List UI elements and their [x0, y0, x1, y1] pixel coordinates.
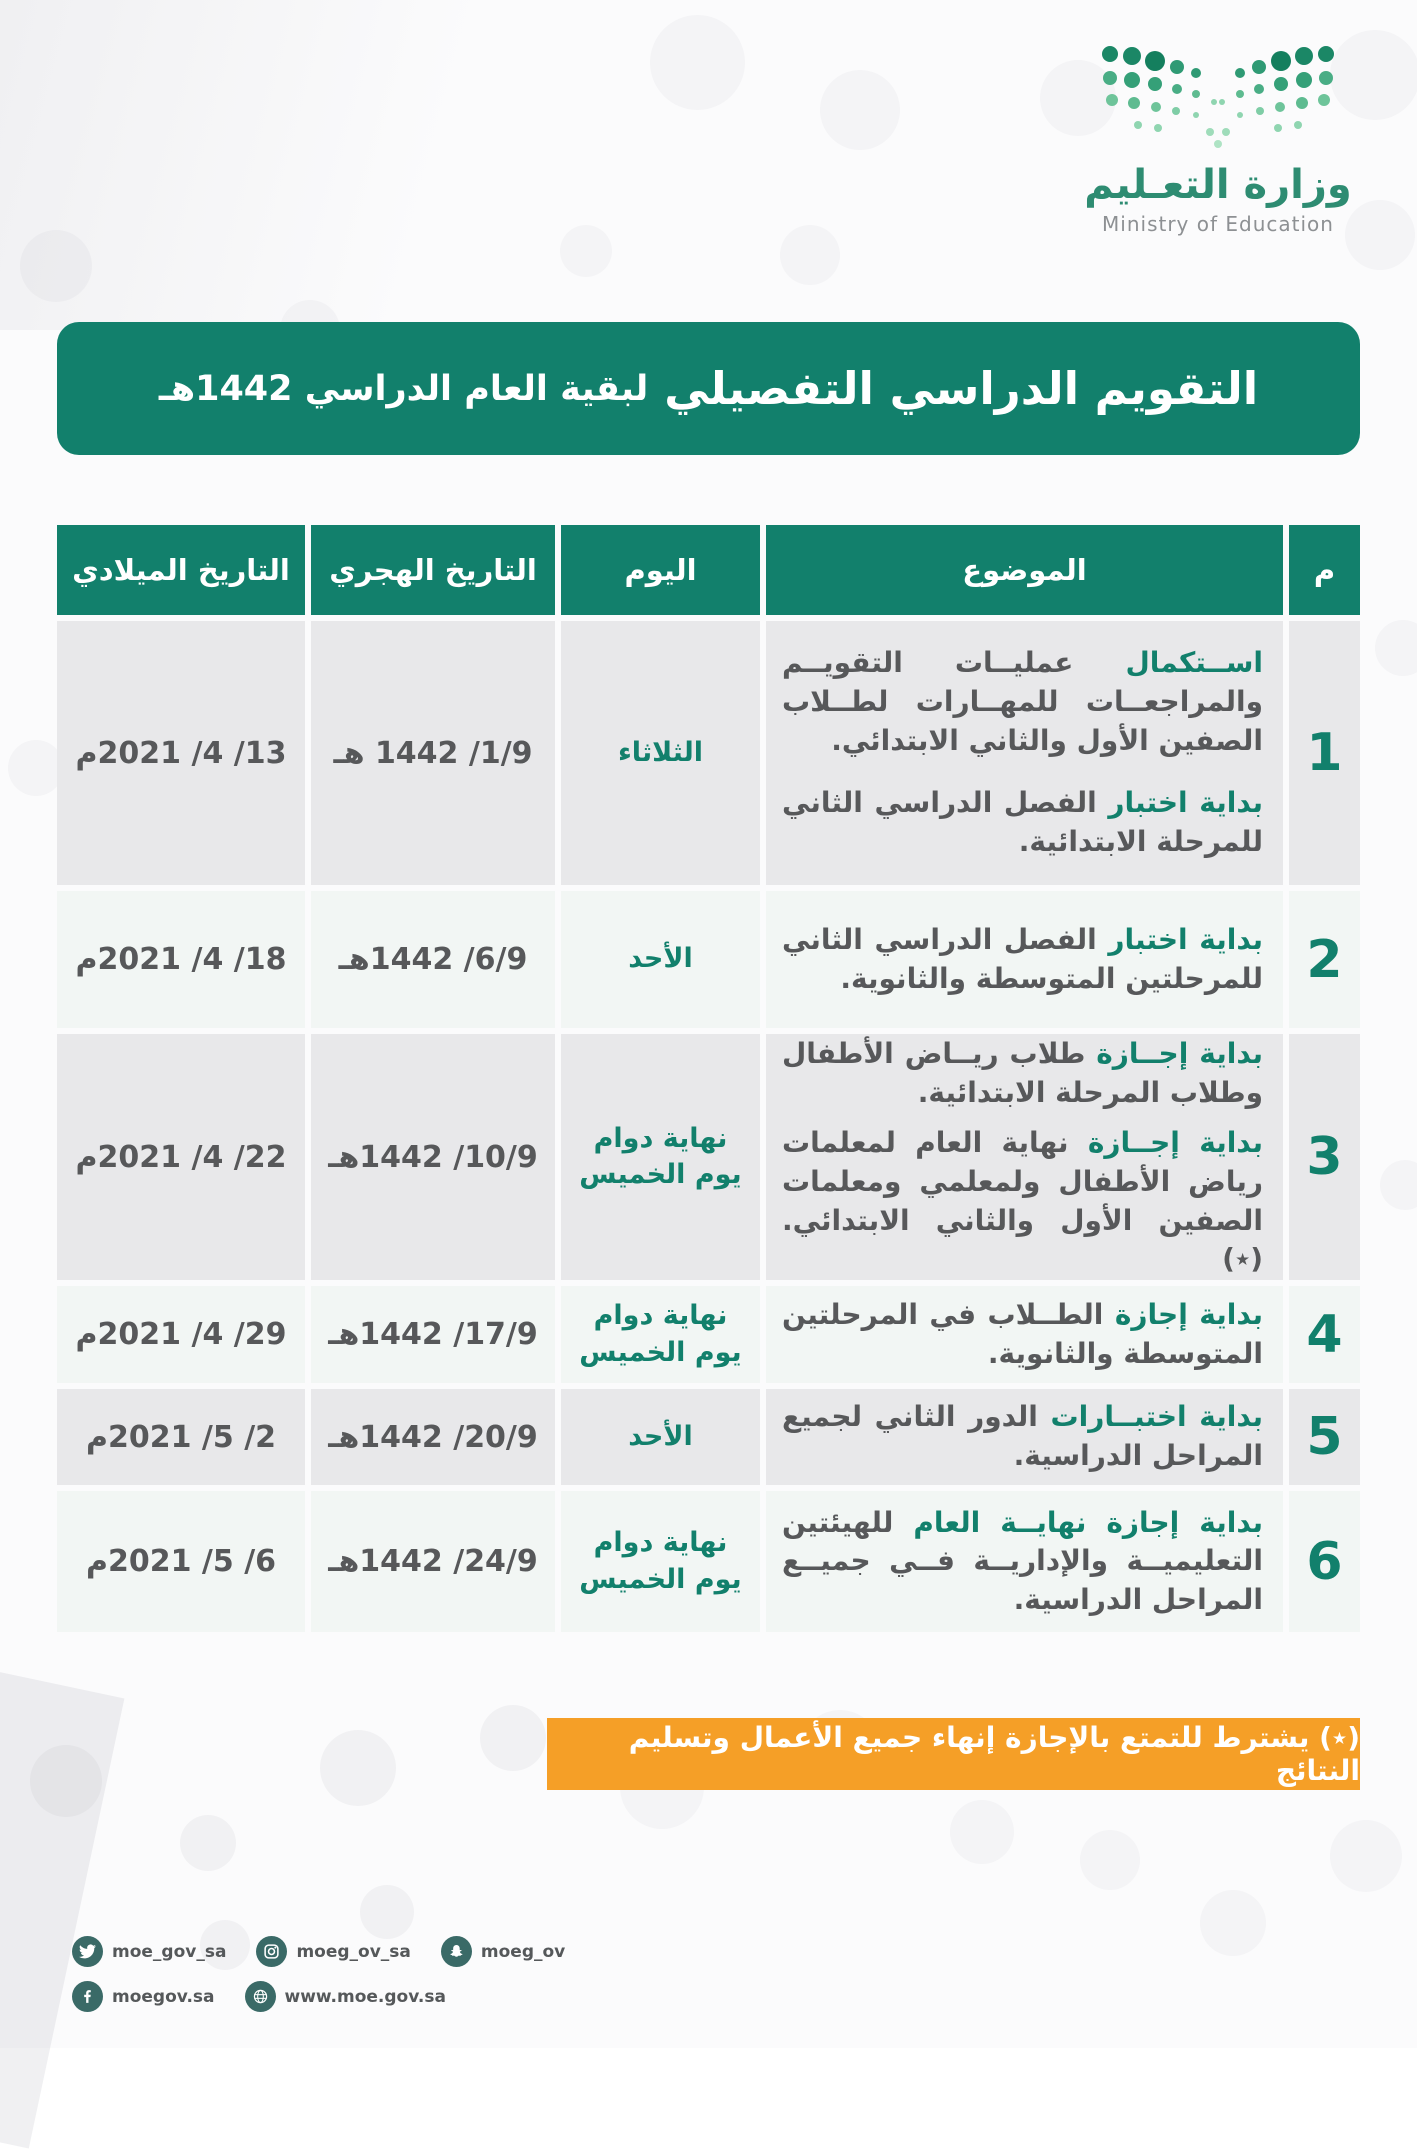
ministry-wordmark-english: Ministry of Education	[1102, 212, 1334, 236]
gregorian-date-cell: 29/ 4/ 2021م	[57, 1286, 305, 1383]
subject-paragraph	[782, 1124, 1263, 1279]
col-header-num: م	[1289, 525, 1360, 615]
day-cell: الأحد	[561, 1389, 760, 1485]
subject-cell	[766, 1286, 1283, 1383]
row-number: 5	[1289, 1389, 1360, 1485]
calendar-title-main: التقويم الدراسي التفصيلي	[664, 362, 1259, 415]
subject-text: الدور الثاني لجميع المراحل الدراسية.	[782, 1400, 1263, 1472]
hijri-date-cell: 1/9/ 1442 هـ	[311, 621, 555, 885]
ministry-logo-dots-icon	[1098, 40, 1338, 152]
row-number: 2	[1289, 891, 1360, 1028]
social-item-twitter	[72, 1936, 226, 1967]
subject-text: الطــلاب في المرحلتين المتوسطة والثانوية.	[782, 1297, 1263, 1370]
subject-text: الفصل الدراسي الثاني للمرحلتين المتوسطة والثانوية.	[782, 922, 1263, 995]
globe-icon	[245, 1981, 276, 2012]
calendar-table	[57, 525, 1360, 1632]
social-item-instagram	[256, 1936, 410, 1967]
subject-highlight: بداية اختبــارات	[1050, 1400, 1264, 1434]
social-handle: moeg_ov	[480, 1941, 566, 1962]
subject-highlight: بداية اختبار	[1108, 922, 1264, 956]
col-header-day: اليوم	[561, 525, 760, 615]
instagram-icon	[256, 1936, 287, 1967]
facebook-icon	[72, 1981, 103, 2012]
social-row	[72, 1981, 565, 2012]
row-number: 4	[1289, 1286, 1360, 1383]
subject-highlight: بداية اختبار	[1108, 786, 1264, 820]
day-cell: نهاية دوام يوم الخميس	[561, 1034, 760, 1280]
snapchat-icon	[441, 1936, 472, 1967]
subject-highlight: بداية إجــازة	[1096, 1037, 1264, 1071]
subject-cell	[766, 1389, 1283, 1485]
subject-cell	[766, 621, 1283, 885]
subject-text: عمليــات التقويــم والمراجعــات للمهــارات لطــلاب الصفين الأول والثاني الابتدائي.	[782, 646, 1263, 757]
hijri-date-cell: 20/9/ 1442هـ	[311, 1389, 555, 1485]
social-handle: moe_gov_sa	[112, 1941, 227, 1962]
social-handle: moeg_ov_sa	[296, 1941, 411, 1962]
social-item-snapchat	[441, 1936, 565, 1967]
subject-highlight: بداية إجازة	[1114, 1297, 1264, 1331]
subject-cell	[766, 1491, 1283, 1632]
col-header-gregorian: التاريخ الميلادي	[57, 525, 305, 615]
day-cell: الأحد	[561, 891, 760, 1028]
footnote-banner	[547, 1718, 1360, 1790]
title-banner	[57, 322, 1360, 455]
gregorian-date-cell: 13/ 4/ 2021م	[57, 621, 305, 885]
twitter-icon	[72, 1936, 103, 1967]
gregorian-date-cell: 2/ 5/ 2021م	[57, 1389, 305, 1485]
gregorian-date-cell: 6/ 5/ 2021م	[57, 1491, 305, 1632]
subject-highlight: اســتكمال	[1125, 646, 1264, 680]
background-wedge	[0, 1672, 124, 2149]
social-item-facebook	[72, 1981, 215, 2012]
gregorian-date-cell: 22/ 4/ 2021م	[57, 1034, 305, 1280]
row-number: 1	[1289, 621, 1360, 885]
subject-paragraph	[782, 784, 1263, 861]
social-handle: moegov.sa	[112, 1986, 215, 2007]
gregorian-date-cell: 18/ 4/ 2021م	[57, 891, 305, 1028]
footnote-text: (٭) يشترط للتمتع بالإجازة إنهاء جميع الأعمال وتسليم النتائج	[628, 1721, 1360, 1787]
social-handle: www.moe.gov.sa	[284, 1986, 446, 2007]
subject-paragraph	[782, 1296, 1263, 1373]
subject-paragraph	[782, 921, 1263, 998]
social-footer	[72, 1936, 565, 2026]
day-cell: نهاية دوام يوم الخميس	[561, 1286, 760, 1383]
subject-paragraph	[782, 644, 1263, 760]
social-item-website	[245, 1981, 446, 2012]
background-gradient	[0, 0, 600, 330]
hijri-date-cell: 10/9/ 1442هـ	[311, 1034, 555, 1280]
hijri-date-cell: 24/9/ 1442هـ	[311, 1491, 555, 1632]
col-header-subject: الموضوع	[766, 525, 1283, 615]
day-cell: الثلاثاء	[561, 621, 760, 885]
subject-highlight: بداية إجــازة	[1087, 1126, 1263, 1160]
hijri-date-cell: 17/9/ 1442هـ	[311, 1286, 555, 1383]
subject-text: نهاية العام لمعلمات رياض الأطفال ولمعلمي ومعلمات الصفين الأول والثاني الابتدائي. (٭)	[782, 1126, 1263, 1276]
calendar-title-sub: لبقية العام الدراسي 1442هـ	[158, 368, 649, 409]
subject-text: الفصل الدراسي الثاني للمرحلة الابتدائية.	[782, 786, 1263, 858]
social-row	[72, 1936, 565, 1967]
hijri-date-cell: 6/9/ 1442هـ	[311, 891, 555, 1028]
ministry-wordmark-arabic: وزارة التعـليم	[1084, 162, 1352, 208]
subject-text: للهيئتين التعليميــة والإداريــة فــي جميــع المراحل الدراسية.	[782, 1505, 1263, 1616]
subject-paragraph	[782, 1398, 1263, 1475]
subject-paragraph	[782, 1504, 1263, 1620]
subject-text: طلاب ريــاض الأطفال وطلاب المرحلة الابتدائية.	[782, 1037, 1263, 1109]
subject-paragraph	[782, 1035, 1263, 1112]
subject-cell	[766, 1034, 1283, 1280]
subject-highlight: بداية إجازة نهايــة العام	[913, 1505, 1264, 1539]
day-cell: نهاية دوام يوم الخميس	[561, 1491, 760, 1632]
ministry-logo	[1077, 40, 1359, 236]
row-number: 6	[1289, 1491, 1360, 1632]
subject-cell	[766, 891, 1283, 1028]
col-header-hijri: التاريخ الهجري	[311, 525, 555, 615]
row-number: 3	[1289, 1034, 1360, 1280]
